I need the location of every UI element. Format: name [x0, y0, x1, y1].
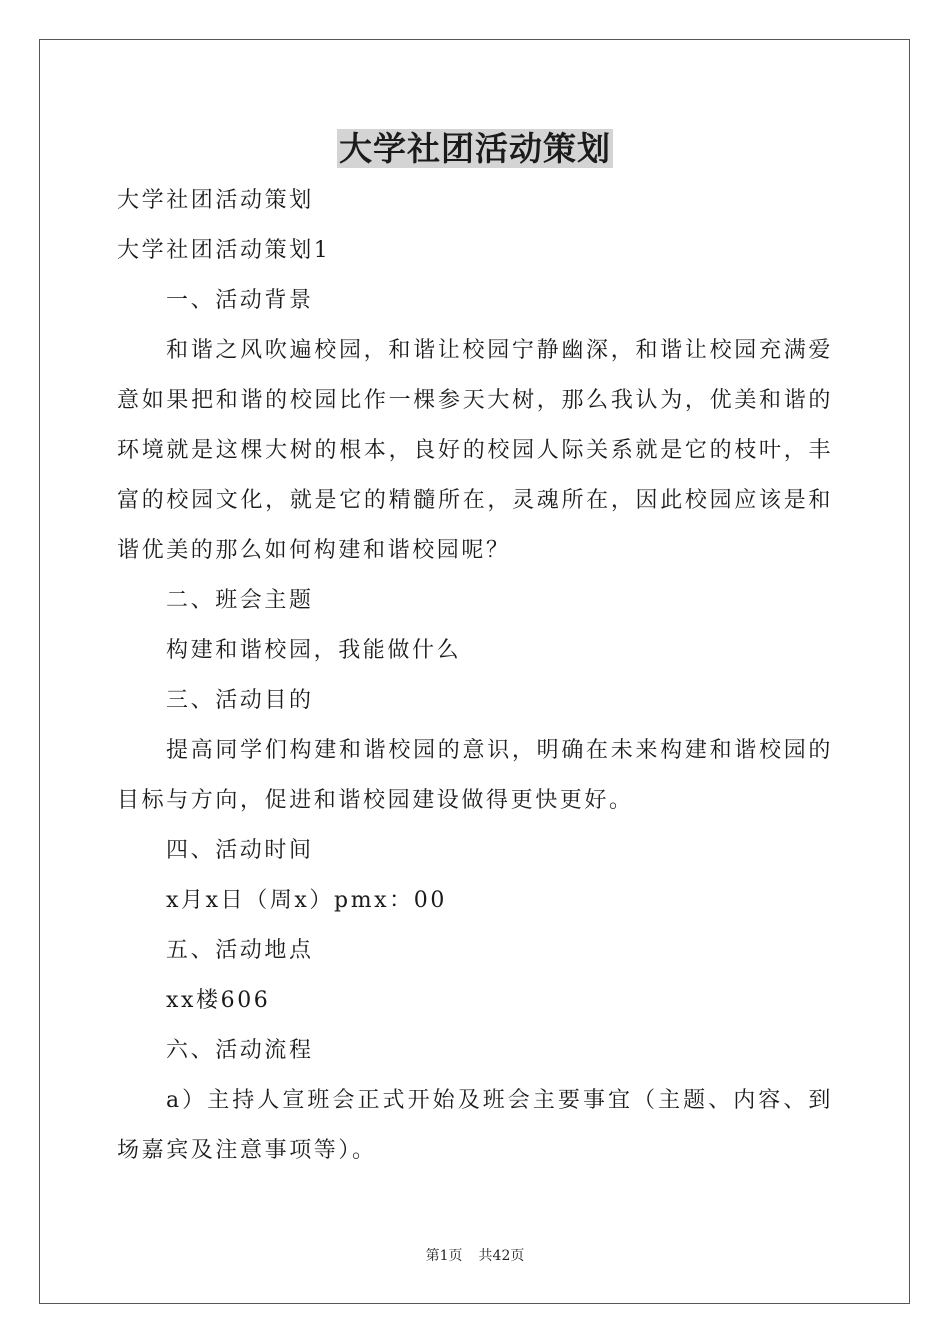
section-heading-time: 四、活动时间 [166, 838, 314, 863]
paragraph-theme: 构建和谐校园，我能做什么 [166, 638, 462, 663]
section-heading-purpose: 三、活动目的 [166, 688, 314, 713]
section-heading-process: 六、活动流程 [166, 1038, 314, 1063]
page-total: 共42页 [478, 1248, 525, 1264]
document-title-text: 大学社团活动策划 [339, 129, 611, 168]
page-number: 第1页 [425, 1248, 463, 1264]
paragraph-time: x月x日（周x）pmx：00 [166, 888, 447, 913]
section-heading-theme: 二、班会主题 [166, 588, 314, 613]
paragraph-process: a）主持人宣班会正式开始及班会主要事宜（主题、内容、到场嘉宾及注意事项等）。 [117, 1088, 833, 1163]
page-footer [0, 1246, 950, 1266]
document-body [117, 176, 833, 1176]
paragraph-subheading: 大学社团活动策划1 [117, 238, 331, 263]
paragraph-heading: 大学社团活动策划 [117, 188, 314, 213]
paragraph-background: 和谐之风吹遍校园，和谐让校园宁静幽深，和谐让校园充满爱意如果把和谐的校园比作一棵参天大树，那么我认为，优美和谐的环境就是这棵大树的根本，良好的校园人际关系就是它的枝叶，丰富的校园文化，就是它的精髓所在，灵魂所在，因此校园应该是和谐优美的那么如何构建和谐校园呢？ [117, 338, 833, 563]
document-title [0, 124, 950, 174]
section-heading-background: 一、活动背景 [166, 288, 314, 313]
paragraph-purpose: 提高同学们构建和谐校园的意识，明确在未来构建和谐校园的目标与方向，促进和谐校园建设做得更快更好。 [117, 738, 833, 813]
section-heading-location: 五、活动地点 [166, 938, 314, 963]
paragraph-location: xx楼606 [166, 988, 271, 1013]
